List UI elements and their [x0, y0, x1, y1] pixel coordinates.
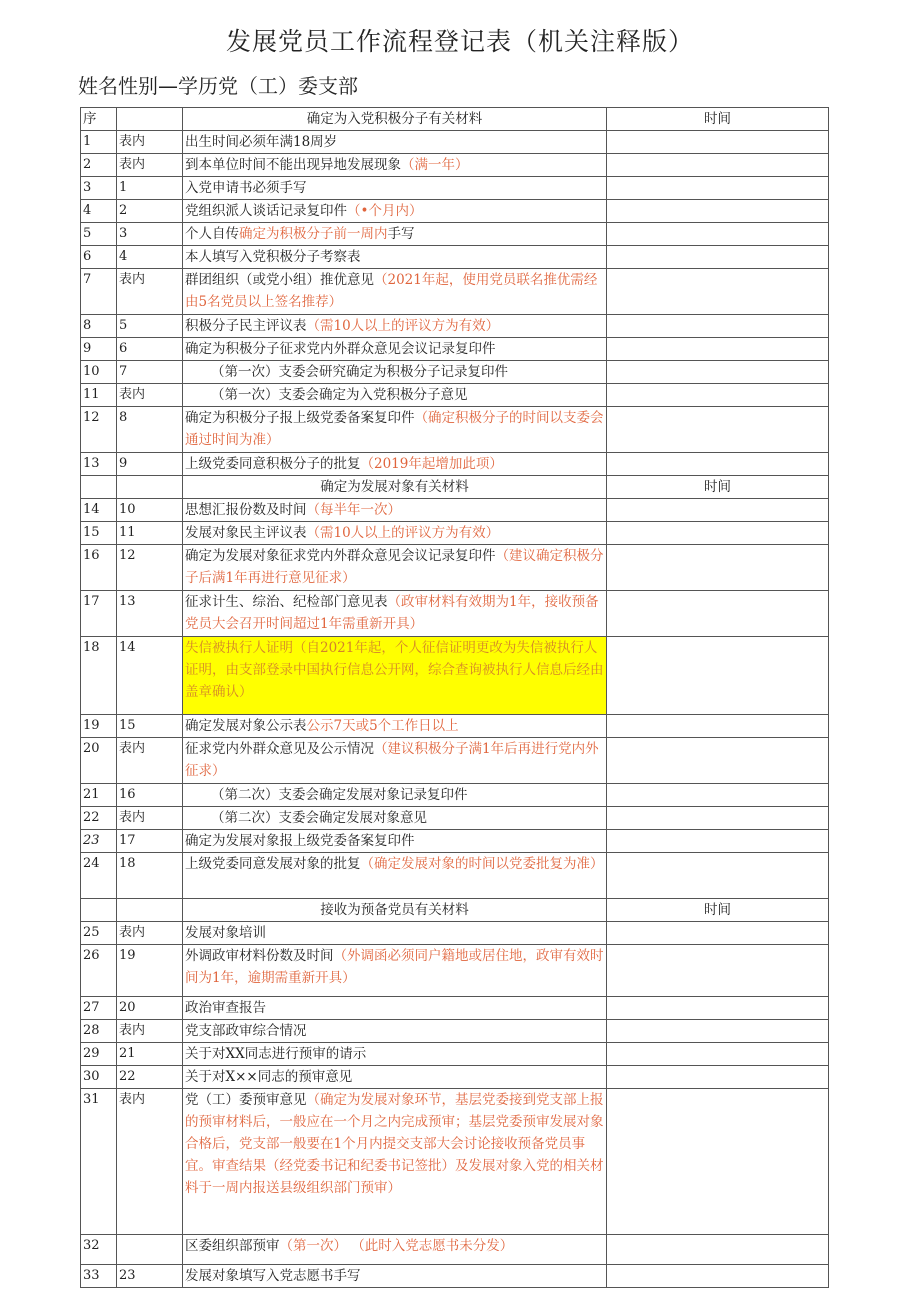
row-note: （满一年） [401, 157, 469, 173]
row-text: 出生时间必须年满18周岁 [185, 134, 338, 150]
row-code: 10 [117, 499, 183, 522]
row-note: （•个月内） [347, 203, 423, 219]
row-time-cell [607, 177, 829, 200]
row-code: 2 [117, 200, 183, 223]
row-number: 6 [81, 246, 117, 269]
row-number: 10 [81, 361, 117, 384]
table-row [81, 338, 829, 361]
row-content [183, 338, 607, 361]
row-text: 群团组织（或党小组）推优意见 [185, 272, 374, 288]
row-text: （第二次）支委会确定发展对象意见 [211, 810, 427, 826]
row-time-cell [607, 784, 829, 807]
row-text: 发展对象培训 [185, 925, 266, 941]
row-time-cell [607, 637, 829, 715]
row-code: 11 [117, 522, 183, 545]
header-seq [81, 476, 117, 499]
table-row [81, 499, 829, 522]
row-number: 24 [81, 853, 117, 899]
table-row [81, 738, 829, 784]
row-time-cell [607, 1020, 829, 1043]
row-number: 29 [81, 1043, 117, 1066]
row-note: 公示7天或5个工作日以上 [306, 718, 459, 734]
row-time-cell [607, 453, 829, 476]
row-content [183, 1066, 607, 1089]
row-note: （确定为发展对象环节，基层党委接到党支部上报的预审材料后，一般应在一个月之内完成预审；基层党委预审发展对象合格后，党支部一般要在1个月内提交支部大会讨论接收预备党员事宜。审查结果（经党委书记和纪委书记签批）及发展对象入党的相关材料于一周内报送县级组织部门预审） [185, 1092, 604, 1196]
page-subtitle: 姓名性别—学历党（工）委支部 [78, 74, 358, 98]
row-code: 22 [117, 1066, 183, 1089]
table-row [81, 853, 829, 899]
row-code: 17 [117, 830, 183, 853]
row-code: 表内 [117, 807, 183, 830]
row-number: 33 [81, 1265, 117, 1288]
row-text: 确定发展对象公示表 [185, 718, 307, 734]
row-time-cell [607, 200, 829, 223]
header-title: 确定为入党积极分子有关材料 [183, 108, 607, 131]
row-bold-text: 入党积极分子考察表 [239, 249, 361, 265]
row-content [183, 154, 607, 177]
row-time-cell [607, 1265, 829, 1288]
row-text: 积极分子民主评议表 [185, 318, 307, 334]
row-content [183, 246, 607, 269]
row-text: 思想汇报份数及时间 [185, 502, 307, 518]
table-row [81, 1066, 829, 1089]
row-content [183, 1020, 607, 1043]
row-code: 5 [117, 315, 183, 338]
row-number: 18 [81, 637, 117, 715]
row-time-cell [607, 807, 829, 830]
row-text: （第一次）支委会确定为入党积极分子意见 [211, 387, 468, 403]
row-time-cell [607, 338, 829, 361]
row-note: （第一次） [279, 1238, 347, 1254]
table-row [81, 922, 829, 945]
row-code: 表内 [117, 384, 183, 407]
table-row [81, 807, 829, 830]
table-row [81, 315, 829, 338]
row-note: （建议积极分子满1年后再进行党内外征求） [185, 741, 599, 779]
row-number: 32 [81, 1235, 117, 1265]
header-seq: 序 [81, 108, 117, 131]
row-number: 9 [81, 338, 117, 361]
row-code: 表内 [117, 131, 183, 154]
row-time-cell [607, 922, 829, 945]
row-content [183, 830, 607, 853]
table-row [81, 945, 829, 997]
row-number: 1 [81, 131, 117, 154]
table-row [81, 545, 829, 591]
table-row [81, 269, 829, 315]
row-time-cell [607, 545, 829, 591]
row-note: （每半年一次） [306, 502, 401, 518]
row-number: 16 [81, 545, 117, 591]
row-text: 发展对象民主评议表 [185, 525, 307, 541]
row-code: 16 [117, 784, 183, 807]
row-code: 4 [117, 246, 183, 269]
row-number: 22 [81, 807, 117, 830]
header-blank [117, 476, 183, 499]
row-time-cell [607, 830, 829, 853]
row-text: 党（工）委预审意见 [185, 1092, 307, 1108]
table-row [81, 1020, 829, 1043]
row-note: （政审材料有效期为1年，接收预备党员大会召开时间超过1年需重新开具） [185, 594, 599, 632]
table-row [81, 1043, 829, 1066]
table-row [81, 177, 829, 200]
row-code: 表内 [117, 922, 183, 945]
row-time-cell [607, 522, 829, 545]
row-time-cell [607, 853, 829, 899]
row-number: 21 [81, 784, 117, 807]
row-code: 表内 [117, 738, 183, 784]
row-number: 3 [81, 177, 117, 200]
page-title: 发展党员工作流程登记表（机关注释版） [225, 27, 694, 56]
row-time-cell [607, 315, 829, 338]
row-code: 15 [117, 715, 183, 738]
row-number: 4 [81, 200, 117, 223]
row-code: 14 [117, 637, 183, 715]
row-number: 19 [81, 715, 117, 738]
row-content [183, 223, 607, 246]
row-tail-text: 手写 [387, 226, 415, 242]
row-time-cell [607, 591, 829, 637]
row-note: 失信被执行人证明（自2021年起，个人征信证明更改为失信被执行人证明，由支部登录中国执行信息公开网，综合查询被执行人信息后经由盖章确认） [185, 640, 604, 700]
row-number: 23 [81, 830, 117, 853]
row-code: 21 [117, 1043, 183, 1066]
row-code: 表内 [117, 154, 183, 177]
row-note: （外调函必须同户籍地或居住地，政审有效时间为1年，逾期需重新开具） [185, 948, 604, 986]
row-text: 党支部政审综合情况 [185, 1023, 307, 1039]
table-body [81, 108, 829, 1288]
table-row [81, 453, 829, 476]
row-text: 区委组织部预审 [185, 1238, 280, 1254]
row-code: 13 [117, 591, 183, 637]
row-code: 3 [117, 223, 183, 246]
row-content [183, 200, 607, 223]
table-row [81, 407, 829, 453]
row-number: 13 [81, 453, 117, 476]
row-text: 发展对象填写入党 [185, 1268, 293, 1284]
row-time-cell [607, 997, 829, 1020]
row-number: 31 [81, 1089, 117, 1235]
row-content [183, 997, 607, 1020]
row-content [183, 1089, 607, 1235]
row-content [183, 591, 607, 637]
table-row [81, 200, 829, 223]
row-number: 8 [81, 315, 117, 338]
table-row [81, 1089, 829, 1235]
row-content [183, 1235, 607, 1265]
row-content [183, 131, 607, 154]
row-time-cell [607, 269, 829, 315]
row-content [183, 922, 607, 945]
row-bold-text: 志愿书 [293, 1268, 334, 1284]
header-time: 时间 [607, 108, 829, 131]
row-code: 12 [117, 545, 183, 591]
row-time-cell [607, 1043, 829, 1066]
row-time-cell [607, 945, 829, 997]
row-text: 上级党委同意发展对象的批复 [185, 856, 361, 872]
header-title: 确定为发展对象有关材料 [183, 476, 607, 499]
row-content [183, 715, 607, 738]
table-row [81, 1265, 829, 1288]
table-row [81, 591, 829, 637]
row-note: （2019年起增加此项） [360, 456, 503, 472]
row-text: 政治审查报告 [185, 1000, 266, 1016]
table-row [81, 715, 829, 738]
row-content [183, 807, 607, 830]
row-time-cell [607, 384, 829, 407]
row-content [183, 738, 607, 784]
row-text: 本人填写 [185, 249, 239, 265]
table-row [81, 154, 829, 177]
row-number: 27 [81, 997, 117, 1020]
row-note: 确定为积极分子前一周内 [239, 226, 388, 242]
row-text: 个人自传 [185, 226, 239, 242]
row-time-cell [607, 499, 829, 522]
row-text: 确定为积极分子报上级党委备案复印件 [185, 410, 415, 426]
row-note-extra: （此时入党志愿书未分发） [351, 1238, 514, 1254]
row-content [183, 784, 607, 807]
row-text: 入党申请书必须手写 [185, 180, 307, 196]
row-code: 表内 [117, 269, 183, 315]
row-code: 7 [117, 361, 183, 384]
row-text: 确定为发展对象征求党内外群众意见会议记录复印件 [185, 548, 496, 564]
row-note: （确定积极分子的时间以支委会通过时间为准） [185, 410, 604, 448]
row-number: 17 [81, 591, 117, 637]
row-time-cell [607, 154, 829, 177]
row-content [183, 545, 607, 591]
row-note: （建议确定积极分子后满1年再进行意见征求） [185, 548, 604, 586]
row-content [183, 1043, 607, 1066]
table-row [81, 246, 829, 269]
row-code [117, 1235, 183, 1265]
row-code: 19 [117, 945, 183, 997]
row-code: 18 [117, 853, 183, 899]
table-row [81, 131, 829, 154]
row-text: 关于对X××同志的预审意见 [185, 1069, 353, 1085]
row-number: 14 [81, 499, 117, 522]
registration-table [80, 107, 829, 1288]
row-time-cell [607, 361, 829, 384]
row-number: 11 [81, 384, 117, 407]
table-row [81, 997, 829, 1020]
row-note: （确定发展对象的时间以党委批复为准） [360, 856, 604, 872]
row-content [183, 384, 607, 407]
row-content [183, 637, 607, 715]
row-content [183, 522, 607, 545]
row-number: 26 [81, 945, 117, 997]
row-code: 1 [117, 177, 183, 200]
row-text: 党组织派人谈话记录复印件 [185, 203, 347, 219]
row-time-cell [607, 738, 829, 784]
header-title: 接收为预备党员有关材料 [183, 899, 607, 922]
row-code: 8 [117, 407, 183, 453]
table-row [81, 784, 829, 807]
row-time-cell [607, 246, 829, 269]
row-code: 表内 [117, 1089, 183, 1235]
header-time: 时间 [607, 899, 829, 922]
row-number: 30 [81, 1066, 117, 1089]
row-note: （需10人以上的评议方为有效） [306, 525, 500, 541]
row-time-cell [607, 1235, 829, 1265]
table-row [81, 830, 829, 853]
section-header [81, 108, 829, 131]
row-content [183, 315, 607, 338]
row-content [183, 361, 607, 384]
header-blank [117, 899, 183, 922]
table-row [81, 223, 829, 246]
row-note: （2021年起，使用党员联名推优需经由5名党员以上签名推荐） [185, 272, 598, 310]
row-code: 20 [117, 997, 183, 1020]
row-text: 征求计生、综治、纪检部门意见表 [185, 594, 388, 610]
row-text: （第一次）支委会研究确定为积极分子记录复印件 [211, 364, 508, 380]
row-code: 表内 [117, 1020, 183, 1043]
row-code: 9 [117, 453, 183, 476]
row-content [183, 1265, 607, 1288]
row-content [183, 499, 607, 522]
row-time-cell [607, 131, 829, 154]
section-header [81, 476, 829, 499]
row-content [183, 853, 607, 899]
header-seq [81, 899, 117, 922]
row-time-cell [607, 715, 829, 738]
row-time-cell [607, 1089, 829, 1235]
header-blank [117, 108, 183, 131]
table-row [81, 637, 829, 715]
row-number: 5 [81, 223, 117, 246]
row-content [183, 177, 607, 200]
row-number: 15 [81, 522, 117, 545]
row-text: 确定为发展对象报上级党委备案复印件 [185, 833, 415, 849]
row-tail-text: 手写 [333, 1268, 361, 1284]
row-content [183, 407, 607, 453]
row-note: （需10人以上的评议方为有效） [306, 318, 500, 334]
row-text: 外调政审材料份数及时间 [185, 948, 334, 964]
row-text: （第二次）支委会确定发展对象记录复印件 [211, 787, 468, 803]
table-row [81, 384, 829, 407]
row-text: 关于对XX同志进行预审的请示 [185, 1046, 367, 1062]
row-text: 确定为积极分子征求党内外群众意见会议记录复印件 [185, 341, 496, 357]
row-number: 7 [81, 269, 117, 315]
row-time-cell [607, 223, 829, 246]
row-content [183, 945, 607, 997]
section-header [81, 899, 829, 922]
table-row [81, 522, 829, 545]
row-text: 到本单位时间不能出现异地发展现象 [185, 157, 401, 173]
row-time-cell [607, 407, 829, 453]
row-text: 征求党内外群众意见及公示情况 [185, 741, 374, 757]
table-row [81, 361, 829, 384]
row-time-cell [607, 1066, 829, 1089]
row-text: 上级党委同意积极分子的批复 [185, 456, 361, 472]
row-code: 6 [117, 338, 183, 361]
row-number: 25 [81, 922, 117, 945]
row-code: 23 [117, 1265, 183, 1288]
header-time: 时间 [607, 476, 829, 499]
row-number: 2 [81, 154, 117, 177]
row-content [183, 269, 607, 315]
row-number: 28 [81, 1020, 117, 1043]
row-number: 20 [81, 738, 117, 784]
row-content [183, 453, 607, 476]
table-row [81, 1235, 829, 1265]
row-number: 12 [81, 407, 117, 453]
